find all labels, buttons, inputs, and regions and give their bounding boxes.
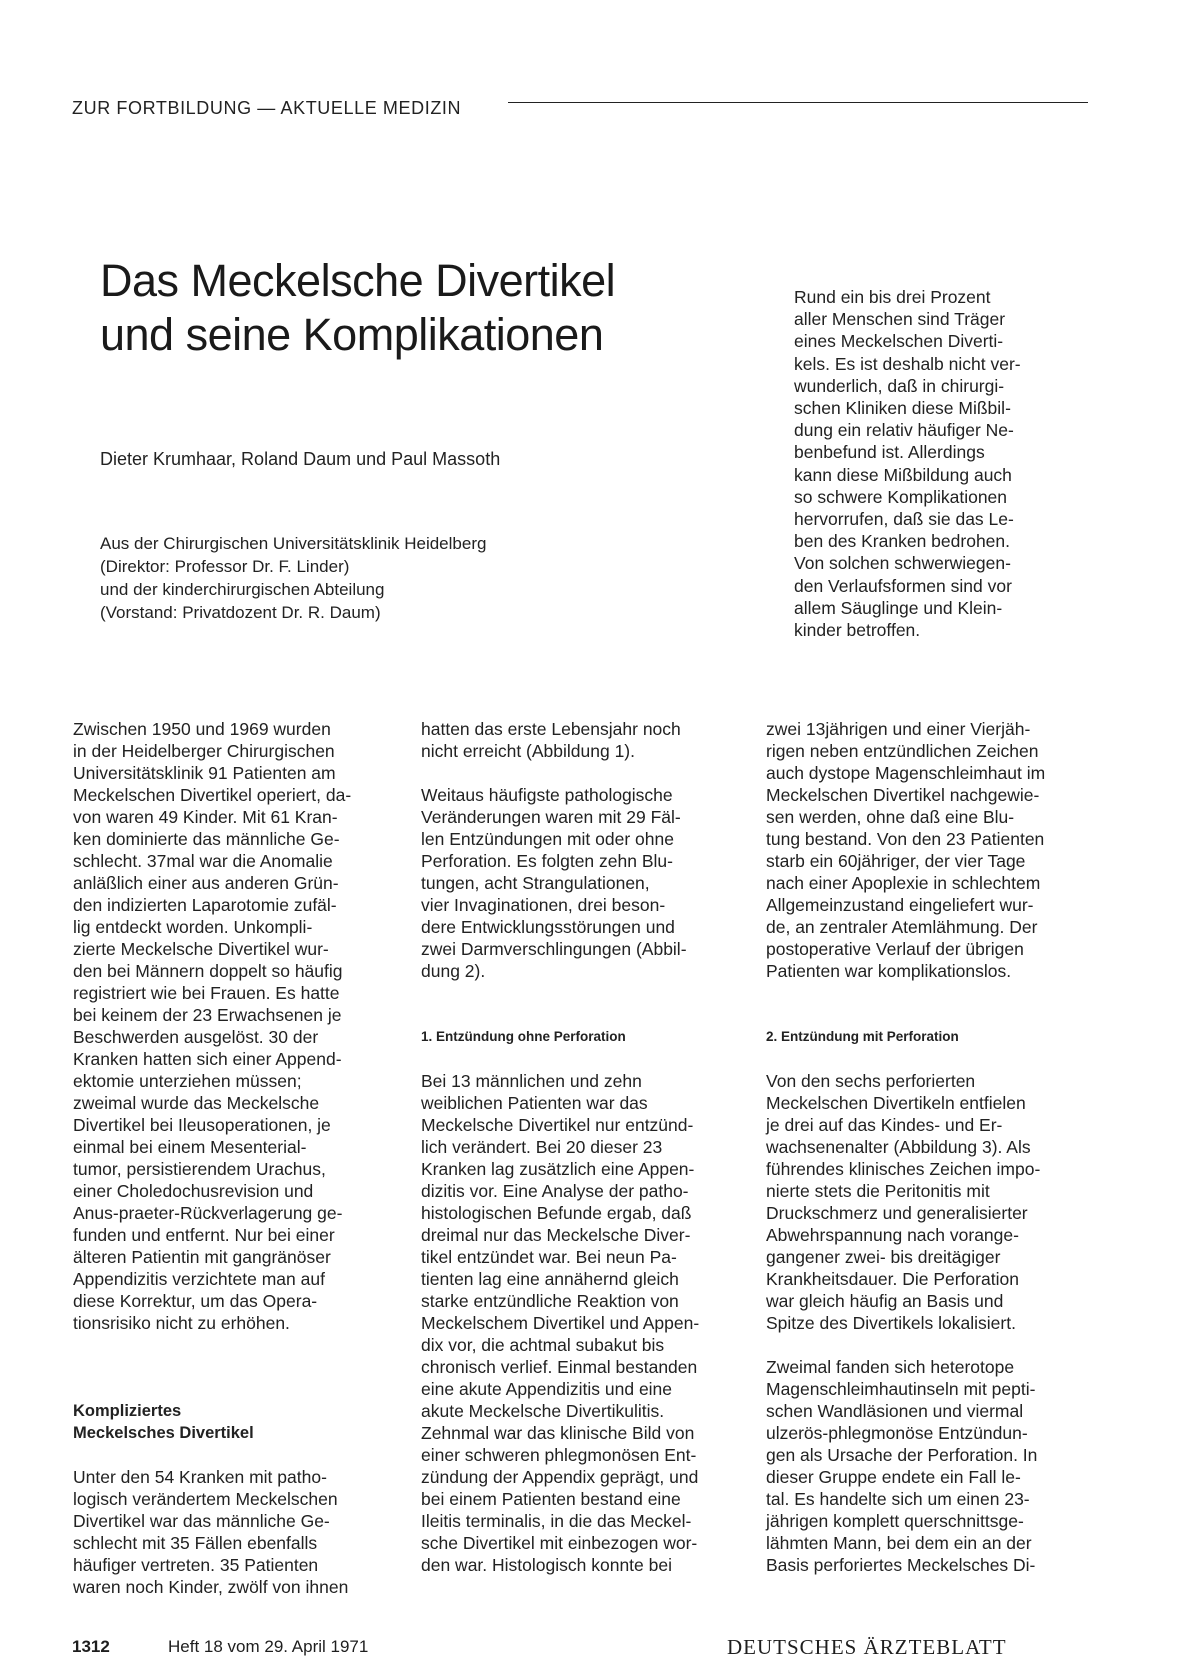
- text-line: Universitätsklinik 91 Patienten am: [73, 763, 336, 783]
- text-line: dieser Gruppe endete ein Fall le-: [766, 1467, 1021, 1487]
- text-line: einer Choledochusrevision und: [73, 1181, 314, 1201]
- abstract-line: Von solchen schwerwiegen-: [794, 553, 1011, 574]
- text-line: dix vor, die achtmal subakut bis: [421, 1335, 665, 1355]
- text-line: akute Meckelsche Divertikulitis.: [421, 1401, 665, 1421]
- text-line: vier Invaginationen, drei beson-: [421, 895, 666, 915]
- text-line: Von den sechs perforierten: [766, 1071, 976, 1091]
- text-line: tionsrisiko nicht zu erhöhen.: [73, 1313, 290, 1333]
- text-line: Meckelschem Divertikel und Appen-: [421, 1313, 700, 1333]
- header-rule: [508, 102, 1088, 103]
- text-line: Krankheitsdauer. Die Perforation: [766, 1269, 1019, 1289]
- text-line: dreimal nur das Meckelsche Diver-: [421, 1225, 691, 1245]
- text-line: Meckelschen Divertikeln entfielen: [766, 1093, 1026, 1113]
- text-line: hatten das erste Lebensjahr noch: [421, 719, 681, 739]
- affiliation-line: (Direktor: Professor Dr. F. Linder): [100, 557, 350, 576]
- paragraph: [421, 718, 736, 762]
- body-column-1: [73, 718, 388, 1598]
- text-line: Anus-praeter-Rückverlagerung ge-: [73, 1203, 343, 1223]
- text-line: chronisch verlief. Einmal bestanden: [421, 1357, 698, 1377]
- text-line: dung 2).: [421, 961, 486, 981]
- text-line: Ileitis terminalis, in die das Meckel-: [421, 1511, 692, 1531]
- text-line: waren noch Kinder, zwölf von ihnen: [73, 1577, 349, 1597]
- text-line: tienten lag eine annähernd gleich: [421, 1269, 679, 1289]
- paragraph: [766, 718, 1081, 982]
- section-heading: 1. Entzündung ohne Perforation: [421, 1029, 626, 1044]
- text-line: wachsenenalter (Abbildung 3). Als: [766, 1137, 1031, 1157]
- text-line: dizitis vor. Eine Analyse der patho-: [421, 1181, 689, 1201]
- text-line: gen als Ursache der Perforation. In: [766, 1445, 1038, 1465]
- text-line: histologischen Befunde ergab, daß: [421, 1203, 692, 1223]
- text-line: lich verändert. Bei 20 dieser 23: [421, 1137, 663, 1157]
- text-line: tumor, persistierendem Urachus,: [73, 1159, 326, 1179]
- text-line: dere Entwicklungsstörungen und: [421, 917, 675, 937]
- paragraph: [766, 1070, 1081, 1334]
- text-line: starke entzündliche Reaktion von: [421, 1291, 679, 1311]
- text-line: logisch verändertem Meckelschen: [73, 1489, 338, 1509]
- text-line: de, an zentraler Atemlähmung. Der: [766, 917, 1038, 937]
- text-line: gangener zwei- bis dreitägiger: [766, 1247, 1001, 1267]
- text-line: den bei Männern doppelt so häufig: [73, 961, 343, 981]
- abstract-line: schen Kliniken diese Mißbil-: [794, 398, 1011, 419]
- title-line: Das Meckelsche Divertikel: [100, 255, 616, 306]
- text-line: Zweimal fanden sich heterotope: [766, 1357, 1015, 1377]
- section-heading: [73, 1400, 388, 1444]
- text-line: Meckelsche Divertikel nur entzünd-: [421, 1115, 694, 1135]
- text-line: Divertikel bei Ileusoperationen, je: [73, 1115, 331, 1135]
- article-abstract: [794, 286, 1064, 641]
- text-line: ektomie unterziehen müssen;: [73, 1071, 302, 1091]
- abstract-line: aller Menschen sind Träger: [794, 309, 1006, 330]
- heading-line: Meckelsches Divertikel: [73, 1424, 254, 1442]
- text-line: nach einer Apoplexie in schlechtem: [766, 873, 1041, 893]
- text-line: ken dominierte das männliche Ge-: [73, 829, 340, 849]
- text-line: Kranken lag zusätzlich eine Appen-: [421, 1159, 695, 1179]
- paragraph: [73, 1466, 388, 1598]
- text-line: Weitaus häufigste pathologische: [421, 785, 673, 805]
- text-line: Meckelschen Divertikel operiert, da-: [73, 785, 352, 805]
- abstract-line: kann diese Mißbildung auch: [794, 464, 1012, 485]
- text-line: schlecht. 37mal war die Anomalie: [73, 851, 333, 871]
- text-line: je drei auf das Kindes- und Er-: [766, 1115, 1003, 1135]
- text-line: führendes klinisches Zeichen impo-: [766, 1159, 1041, 1179]
- text-line: eine akute Appendizitis und eine: [421, 1379, 673, 1399]
- page-number: 1312: [72, 1637, 110, 1656]
- text-line: von waren 49 Kinder. Mit 61 Kran-: [73, 807, 338, 827]
- text-line: nierte stets die Peritonitis mit: [766, 1181, 990, 1201]
- text-line: Divertikel war das männliche Ge-: [73, 1511, 330, 1531]
- issue-info: Heft 18 vom 29. April 1971: [168, 1637, 369, 1656]
- heading-line: Kompliziertes: [73, 1402, 182, 1420]
- text-line: Zwischen 1950 und 1969 wurden: [73, 719, 331, 739]
- text-line: war gleich häufig an Basis und: [766, 1291, 1004, 1311]
- text-line: rigen neben entzündlichen Zeichen: [766, 741, 1039, 761]
- text-line: jährigen komplett querschnittsge-: [766, 1511, 1024, 1531]
- abstract-line: dung ein relativ häufiger Ne-: [794, 420, 1014, 441]
- text-line: auch dystope Magenschleimhaut im: [766, 763, 1046, 783]
- text-line: len Entzündungen mit oder ohne: [421, 829, 674, 849]
- paragraph: [73, 718, 388, 1334]
- journal-name: DEUTSCHES ÄRZTEBLATT: [727, 1635, 1007, 1659]
- text-line: bei einem Patienten bestand eine: [421, 1489, 681, 1509]
- text-line: tungen, acht Strangulationen,: [421, 873, 650, 893]
- text-line: diese Korrektur, um das Opera-: [73, 1291, 318, 1311]
- body-column-3: [766, 718, 1081, 1576]
- text-line: Appendizitis verzichtete man auf: [73, 1269, 325, 1289]
- text-line: Unter den 54 Kranken mit patho-: [73, 1467, 327, 1487]
- abstract-line: allem Säuglinge und Klein-: [794, 597, 1003, 618]
- text-line: Zehnmal war das klinische Bild von: [421, 1423, 695, 1443]
- text-line: schen Wandläsionen und viermal: [766, 1401, 1024, 1421]
- text-line: tung bestand. Von den 23 Patienten: [766, 829, 1045, 849]
- text-line: schlecht mit 35 Fällen ebenfalls: [73, 1533, 318, 1553]
- text-line: Bei 13 männlichen und zehn: [421, 1071, 642, 1091]
- text-line: älteren Patientin mit gangränöser: [73, 1247, 331, 1267]
- text-line: Spitze des Divertikels lokalisiert.: [766, 1313, 1016, 1333]
- text-line: starb ein 60jähriger, der vier Tage: [766, 851, 1026, 871]
- text-line: Abwehrspannung nach vorange-: [766, 1225, 1019, 1245]
- text-line: den indizierten Laparotomie zufäl-: [73, 895, 337, 915]
- text-line: Allgemeinzustand eingeliefert wur-: [766, 895, 1034, 915]
- text-line: nicht erreicht (Abbildung 1).: [421, 741, 635, 761]
- text-line: tikel entzündet war. Bei neun Pa-: [421, 1247, 677, 1267]
- article-title: [100, 254, 740, 362]
- text-line: lähmten Mann, bei dem ein an der: [766, 1533, 1032, 1553]
- text-line: zweimal wurde das Meckelsche: [73, 1093, 320, 1113]
- text-line: tal. Es handelte sich um einen 23-: [766, 1489, 1030, 1509]
- text-line: in der Heidelberger Chirurgischen: [73, 741, 335, 761]
- text-line: zwei 13jährigen und einer Vierjäh-: [766, 719, 1031, 739]
- abstract-line: eines Meckelschen Diverti-: [794, 331, 1004, 352]
- text-line: sche Divertikel mit einbezogen wor-: [421, 1533, 698, 1553]
- text-line: einmal bei einem Mesenterial-: [73, 1137, 307, 1157]
- text-line: den war. Histologisch konnte bei: [421, 1555, 672, 1575]
- text-line: weiblichen Patienten war das: [421, 1093, 648, 1113]
- text-line: Magenschleimhautinseln mit pepti-: [766, 1379, 1036, 1399]
- article-authors: Dieter Krumhaar, Roland Daum und Paul Massoth: [100, 449, 501, 469]
- text-line: sen werden, ohne daß eine Blu-: [766, 807, 1015, 827]
- title-line: und seine Komplikationen: [100, 309, 604, 360]
- paragraph: [421, 784, 736, 982]
- article-affiliation: [100, 532, 486, 624]
- text-line: Beschwerden ausgelöst. 30 der: [73, 1027, 319, 1047]
- abstract-line: ben des Kranken bedrohen.: [794, 531, 1010, 552]
- text-line: zierte Meckelsche Divertikel wur-: [73, 939, 329, 959]
- paragraph: [766, 1356, 1081, 1576]
- text-line: Perforation. Es folgten zehn Blu-: [421, 851, 673, 871]
- abstract-line: kinder betroffen.: [794, 620, 921, 641]
- affiliation-line: und der kinderchirurgischen Abteilung: [100, 580, 385, 599]
- text-line: funden und entfernt. Nur bei einer: [73, 1225, 335, 1245]
- text-line: Patienten war komplikationslos.: [766, 961, 1012, 981]
- affiliation-line: Aus der Chirurgischen Universitätsklinik Heidelberg: [100, 534, 487, 553]
- section-heading: 2. Entzündung mit Perforation: [766, 1029, 959, 1044]
- abstract-line: so schwere Komplikationen: [794, 486, 1008, 507]
- abstract-line: wunderlich, daß in chirurgi-: [794, 375, 1005, 396]
- text-line: zwei Darmverschlingungen (Abbil-: [421, 939, 687, 959]
- text-line: zündung der Appendix geprägt, und: [421, 1467, 699, 1487]
- abstract-line: den Verlaufsformen sind vor: [794, 575, 1012, 596]
- text-line: bei keinem der 23 Erwachsenen je: [73, 1005, 342, 1025]
- text-line: häufiger vertreten. 35 Patienten: [73, 1555, 319, 1575]
- text-line: postoperative Verlauf der übrigen: [766, 939, 1024, 959]
- text-line: Druckschmerz und generalisierter: [766, 1203, 1028, 1223]
- section-label: ZUR FORTBILDUNG — AKTUELLE MEDIZIN: [72, 98, 462, 118]
- abstract-line: Rund ein bis drei Prozent: [794, 287, 991, 307]
- paragraph: [421, 1070, 736, 1576]
- text-line: einer schweren phlegmonösen Ent-: [421, 1445, 697, 1465]
- text-line: Veränderungen waren mit 29 Fäl-: [421, 807, 681, 827]
- abstract-line: kels. Es ist deshalb nicht ver-: [794, 353, 1021, 374]
- text-line: Kranken hatten sich einer Append-: [73, 1049, 342, 1069]
- abstract-line: benbefund ist. Allerdings: [794, 442, 985, 463]
- text-line: anläßlich einer aus anderen Grün-: [73, 873, 339, 893]
- text-line: lig entdeckt worden. Unkompli-: [73, 917, 313, 937]
- text-line: registriert wie bei Frauen. Es hatte: [73, 983, 340, 1003]
- text-line: Basis perforiertes Meckelsches Di-: [766, 1555, 1036, 1575]
- abstract-line: hervorrufen, daß sie das Le-: [794, 509, 1014, 530]
- affiliation-line: (Vorstand: Privatdozent Dr. R. Daum): [100, 603, 381, 622]
- body-column-2: [421, 718, 736, 1576]
- text-line: ulzerös-phlegmonöse Entzündun-: [766, 1423, 1028, 1443]
- text-line: Meckelschen Divertikel nachgewie-: [766, 785, 1040, 805]
